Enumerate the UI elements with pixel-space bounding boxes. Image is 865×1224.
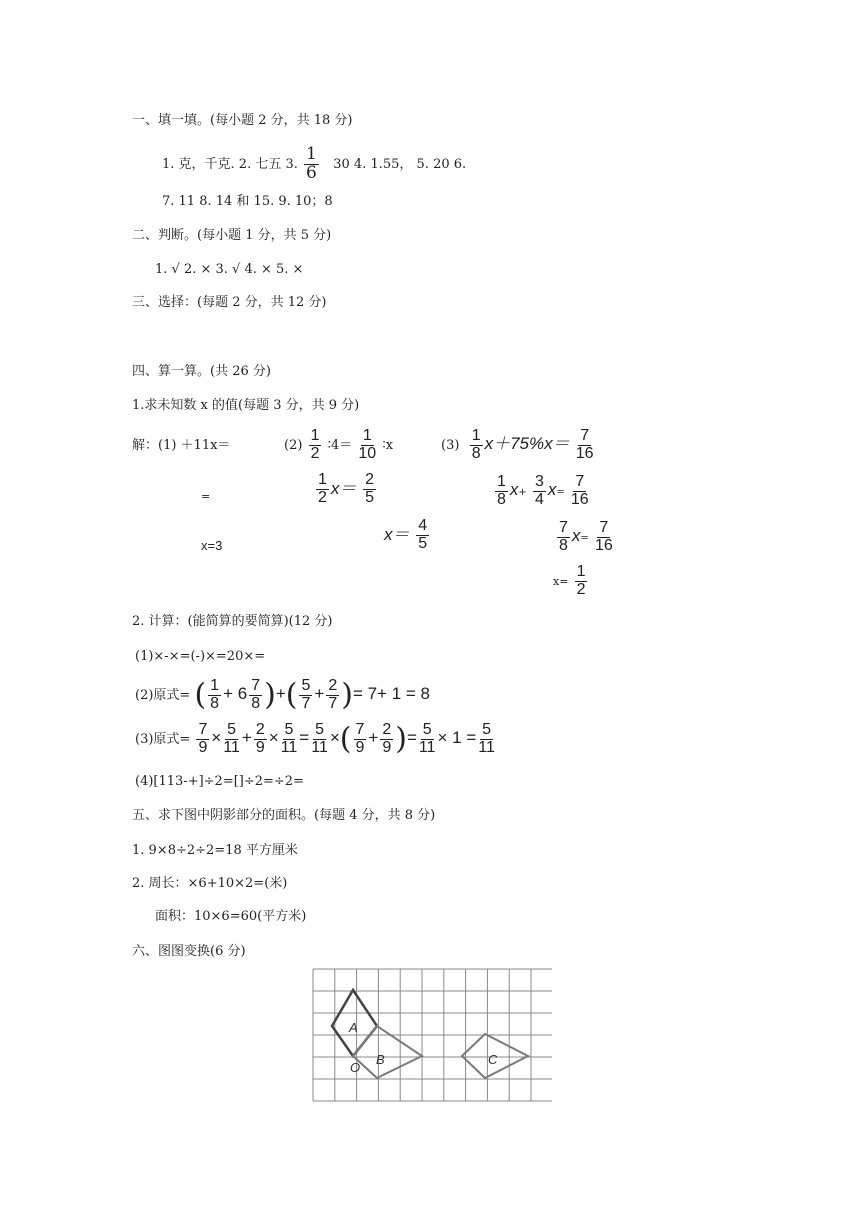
problem-3-line2: $\frac{1}{8}$ x+ $\frac{3}{4}$ x= $\frac{7}{16}$: [497, 473, 589, 508]
section-6-title: 六、图图变换(6 分): [132, 944, 246, 959]
problem-2-line1: (2) $\frac{1}{2}$ ∶4＝ $\frac{1}{10}$ ∶x: [284, 427, 394, 462]
problem-3-line1: (3) $\frac{1}{8}$ x＋75%x＝ $\frac{7}{16}$: [441, 427, 594, 462]
section-2-answers: 1. √ 2. × 3. √ 4. × 5. ×: [155, 262, 304, 277]
label-b: B: [376, 1052, 385, 1067]
section-2-title: 二、判断。(每小题 1 分，共 5 分): [132, 228, 332, 243]
label-a: A: [349, 1020, 358, 1035]
grid-lines: [313, 969, 552, 1101]
calc-2: (2)原式= ( $\frac{1}{8}$ + 6 $\frac{7}{8}$ )+( $\frac{5}{7}$ + $\frac{2}{7}$ )= 7+ 1 = 8: [135, 677, 430, 713]
calc-3: (3)原式= $\frac{7}{9}$ × $\frac{5}{11}$ + $\frac{2}{9}$ × $\frac{5}{11}$ = $\frac{5}{11}$ ×( $\frac{7}{9}$ + $\frac{2}{9}$ )= $\frac{5}{11}$ × 1 = $\frac{5}{11}$: [135, 721, 495, 757]
one-sixth-fraction: $\frac{1}{6}$: [306, 144, 317, 183]
section-5-line3: 面积：10×6=60(平方米): [155, 909, 307, 924]
problem-2-line3: x＝ $\frac{4}{5}$: [384, 517, 428, 552]
section-5-line2: 2. 周长：×6+10×2=(米): [132, 876, 288, 891]
problem-2-line2: $\frac{1}{2}$ x＝ $\frac{2}{5}$: [318, 471, 375, 506]
label-c: C: [488, 1052, 498, 1067]
problem-1-answer: x=3: [201, 538, 223, 553]
section-4-sub1: 1.求未知数 x 的值(每题 3 分，共 9 分): [132, 398, 360, 413]
section-4-title: 四、算一算。(共 26 分): [132, 364, 271, 379]
row1-part-a: 1. 克，千克. 2. 七五 3.: [162, 156, 298, 172]
shape-b: [353, 1026, 422, 1078]
calc-4: (4)[113-+]÷2=[]÷2=÷2=: [135, 774, 304, 789]
problem-3-line3: $\frac{7}{8}$ x= $\frac{7}{16}$: [559, 519, 613, 554]
transform-grid-figure: [312, 968, 552, 1104]
section-1-title: 一、填一填。(每小题 2 分，共 18 分): [132, 113, 353, 128]
problem-1-label: 解：(1) ＋11x＝: [132, 438, 231, 453]
problem-1-equals: =: [201, 490, 211, 503]
row1-part-b: 30 4. 1.55， 5. 20 6.: [333, 156, 467, 172]
section-3-title: 三、选择：(每题 2 分，共 12 分): [132, 295, 327, 310]
label-o: O: [350, 1060, 361, 1075]
problem-3-line4: x= $\frac{1}{2}$: [553, 563, 586, 598]
calc-1: (1)×-×=(-)×=20×=: [135, 649, 266, 664]
section-5-line1: 1. 9×8÷2÷2=18 平方厘米: [132, 843, 298, 858]
section-4-sub2: 2. 计算：(能简算的要简算)(12 分): [132, 614, 333, 629]
section-5-title: 五、求下图中阴影部分的面积。(每题 4 分，共 8 分): [132, 808, 436, 823]
section-1-row2: 7. 11 8. 14 和 15. 9. 10；8: [162, 194, 333, 209]
section-1-row1: [162, 146, 466, 183]
